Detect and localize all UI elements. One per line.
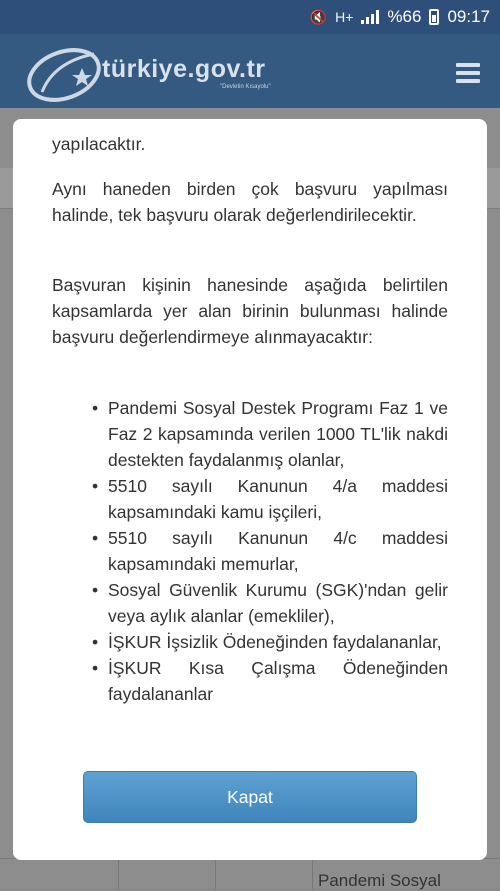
signal-icon: [361, 10, 379, 24]
logo-text: türkiye.gov.tr: [102, 55, 266, 83]
battery-percent: %66: [387, 7, 422, 26]
close-button[interactable]: Kapat: [83, 771, 417, 823]
info-modal: [13, 119, 487, 860]
logo-orbit-icon: [24, 42, 104, 104]
site-logo[interactable]: [24, 42, 284, 102]
modal-body[interactable]: [52, 119, 448, 739]
clock: 09:17: [447, 7, 490, 26]
list-item: • İŞKUR Kısa Çalışma Ödeneğinden faydalananlar: [52, 655, 448, 707]
network-type: H+: [335, 9, 354, 25]
paragraph-same-household: Aynı haneden birden çok başvuru yapılması halinde, tek başvuru olarak değerlendirilecektir.: [52, 179, 448, 225]
mute-icon: 🔇: [309, 8, 328, 25]
list-item: • 5510 sayılı Kanunun 4/a maddesi kapsamındaki kamu işçileri,: [52, 473, 448, 525]
list-item: • 5510 sayılı Kanunun 4/c maddesi kapsamındaki memurlar,: [52, 525, 448, 577]
background-table: [0, 858, 500, 889]
list-item: • Pandemi Sosyal Destek Programı Faz 1 ve Faz 2 kapsamında verilen 1000 TL'lik nakdi destekten faydalanmış olanlar,: [52, 395, 448, 473]
list-item: • Sosyal Güvenlik Kurumu (SGK)'ndan gelir veya aylık alanlar (emekliler),: [52, 577, 448, 629]
background-cell-text: Pandemi Sosyal: [318, 871, 441, 890]
status-bar: [0, 0, 500, 34]
partial-paragraph: yapılacaktır.: [52, 134, 146, 154]
exclusion-list: [52, 395, 448, 707]
site-header: [0, 34, 500, 108]
list-item: • İŞKUR İşsizlik Ödeneğinden faydalananlar,: [52, 629, 448, 655]
logo-subtitle: "Devletin Kısayolu": [220, 84, 271, 90]
menu-icon[interactable]: [456, 63, 480, 87]
paragraph-exclusion-intro: Başvuran kişinin hanesinde aşağıda belirtilen kapsamlarda yer alan birinin bulunması halinde başvuru değerlendirmeye alınmayacaktır:: [52, 275, 448, 347]
battery-icon: [429, 9, 439, 25]
